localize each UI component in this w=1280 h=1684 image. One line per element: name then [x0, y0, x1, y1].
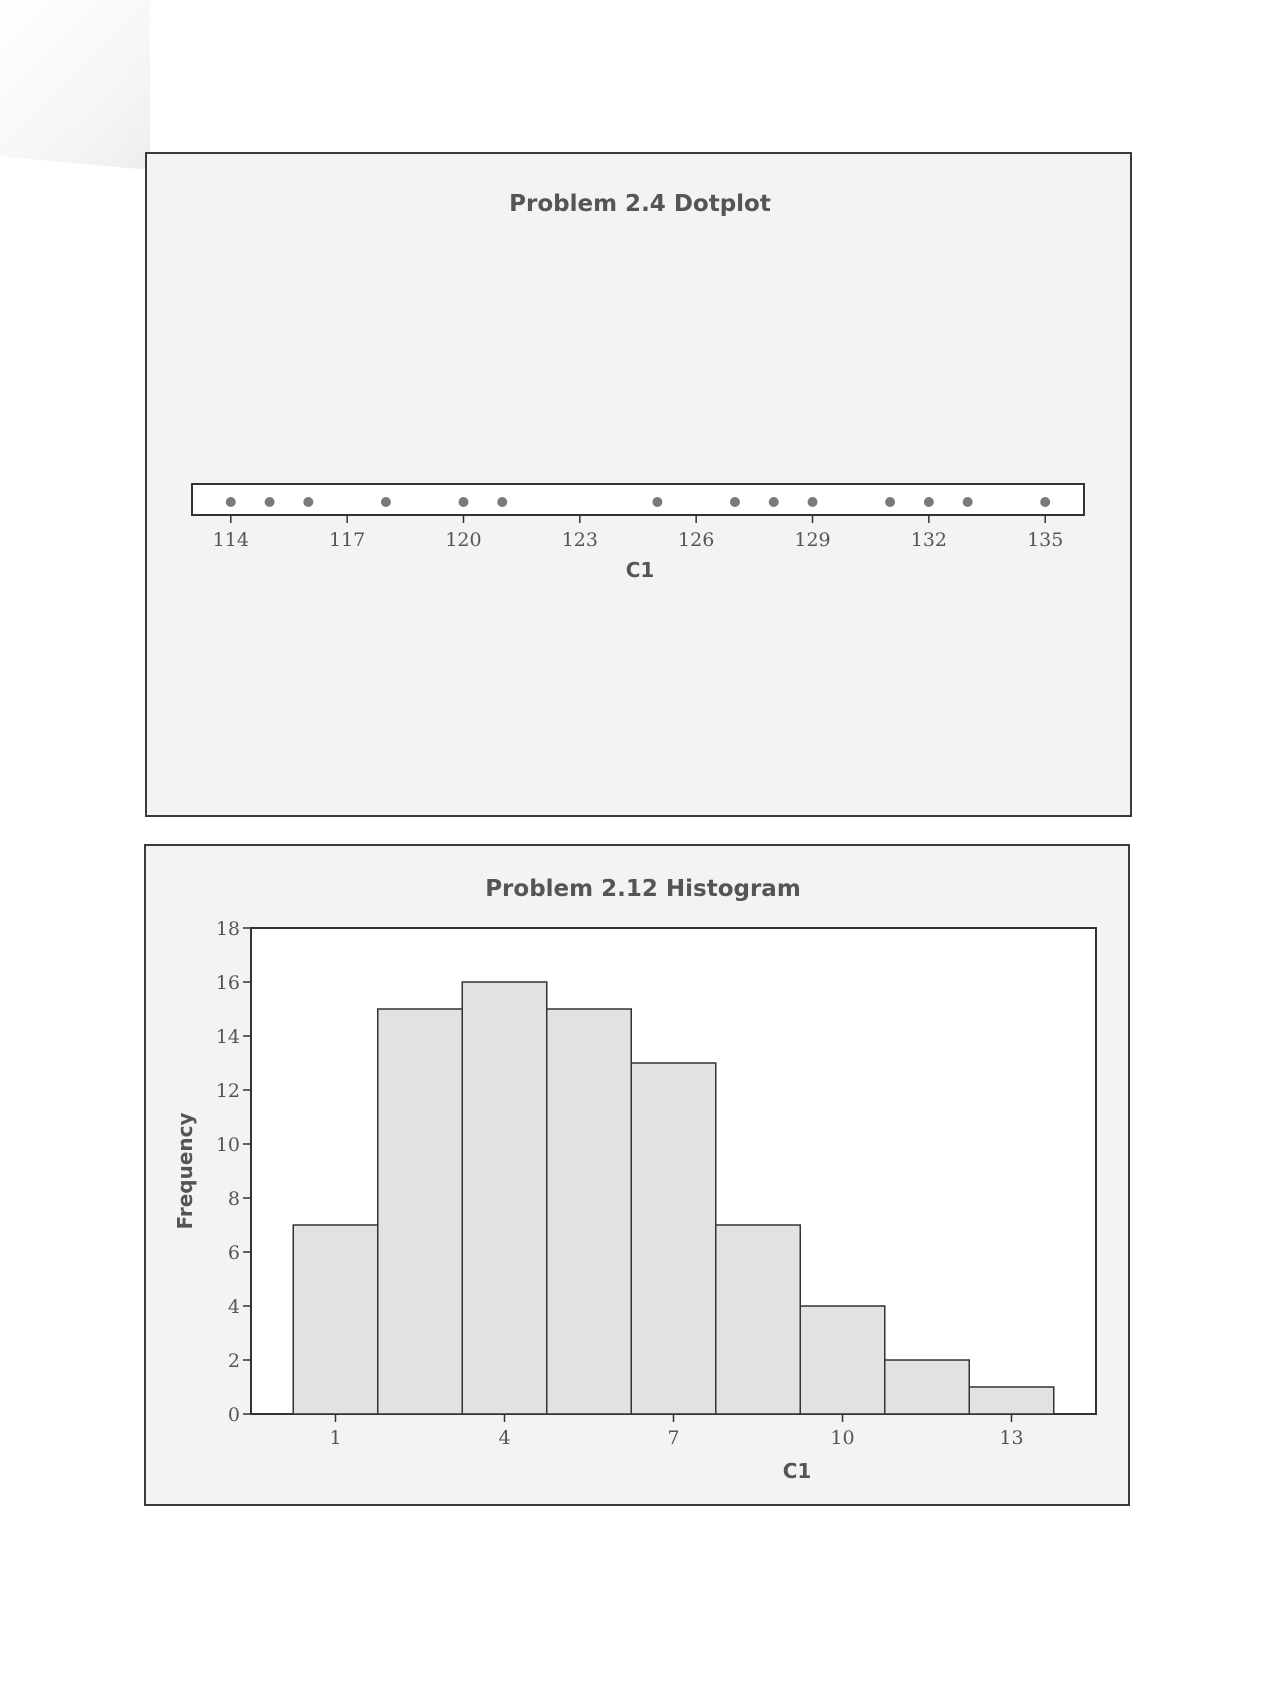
- histogram-bar: [631, 1063, 716, 1414]
- histogram-bar: [378, 1009, 463, 1414]
- dotplot-point: [924, 497, 934, 507]
- dotplot-x-tick-label: 129: [794, 529, 831, 551]
- dotplot-point: [381, 497, 391, 507]
- dotplot-x-tick-label: 126: [678, 529, 715, 551]
- dotplot-point: [303, 497, 313, 507]
- dotplot-panel: [145, 152, 1132, 817]
- dotplot-frame: [192, 484, 1084, 515]
- dotplot-x-tick-label: 132: [910, 529, 948, 551]
- histogram-y-tick-label: 12: [215, 1080, 240, 1102]
- histogram-x-axis: [329, 1414, 1023, 1449]
- histogram-y-tick-label: 8: [227, 1188, 240, 1210]
- dotplot-point: [963, 497, 973, 507]
- dotplot-point: [1040, 497, 1050, 507]
- histogram-y-axis: [216, 918, 251, 1426]
- histogram-title: Problem 2.12 Histogram: [485, 876, 801, 902]
- dotplot-x-tick-label: 135: [1027, 529, 1064, 551]
- histogram-bar: [462, 982, 547, 1414]
- dotplot-point: [226, 497, 236, 507]
- dotplot-x-axis-label: C1: [625, 558, 655, 582]
- dotplot-point: [458, 497, 468, 507]
- histogram-y-tick-label: 2: [227, 1350, 240, 1372]
- histogram-x-tick-label: 13: [999, 1427, 1024, 1449]
- histogram-panel: [144, 844, 1130, 1506]
- scan-shadow: [0, 0, 150, 170]
- dotplot-point: [265, 497, 275, 507]
- dotplot-title: Problem 2.4 Dotplot: [509, 191, 771, 217]
- dotplot-point: [808, 497, 818, 507]
- dotplot-point: [769, 497, 779, 507]
- dotplot-x-tick-label: 117: [328, 529, 366, 551]
- dotplot-x-axis: [213, 515, 1064, 551]
- histogram-y-tick-label: 0: [227, 1404, 240, 1426]
- histogram-y-tick-label: 16: [215, 972, 240, 994]
- histogram-y-tick-label: 4: [227, 1296, 240, 1318]
- histogram-bar: [716, 1225, 801, 1414]
- dotplot-x-tick-label: 120: [445, 529, 482, 551]
- dotplot-chart: [147, 154, 1134, 819]
- histogram-x-axis-label: C1: [782, 1459, 812, 1483]
- histogram-y-axis-label: Frequency: [173, 1112, 197, 1230]
- histogram-bar: [885, 1360, 970, 1414]
- dotplot-x-tick-label: 114: [212, 529, 249, 551]
- dotplot-point: [885, 497, 895, 507]
- histogram-y-tick-label: 14: [215, 1026, 240, 1048]
- histogram-y-tick-label: 10: [215, 1134, 240, 1156]
- histogram-y-tick-label: 18: [215, 918, 240, 940]
- dotplot-point: [652, 497, 662, 507]
- histogram-x-tick-label: 7: [667, 1427, 680, 1449]
- histogram-bar: [800, 1306, 885, 1414]
- histogram-x-tick-label: 10: [830, 1427, 855, 1449]
- histogram-x-tick-label: 4: [498, 1427, 511, 1449]
- dotplot-point: [497, 497, 507, 507]
- histogram-bar: [293, 1225, 378, 1414]
- histogram-y-tick-label: 6: [227, 1242, 240, 1264]
- histogram-x-tick-label: 1: [329, 1427, 342, 1449]
- histogram-chart: [146, 846, 1132, 1508]
- dotplot-point: [730, 497, 740, 507]
- dotplot-x-tick-label: 123: [561, 529, 598, 551]
- histogram-bar: [547, 1009, 632, 1414]
- histogram-bar: [969, 1387, 1054, 1414]
